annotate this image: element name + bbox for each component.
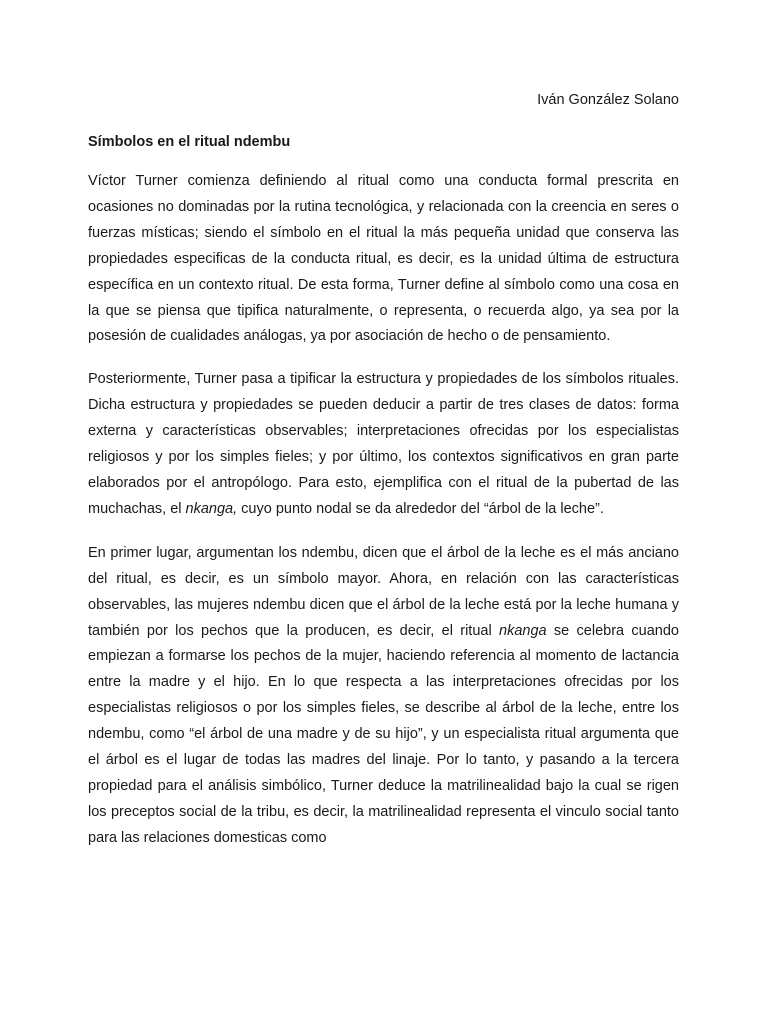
paragraph-2-text-b: cuyo punto nodal se da alrededor del “árbol de la leche”. <box>237 500 604 517</box>
paragraph-2-italic-term: nkanga, <box>185 500 238 517</box>
document-body <box>88 169 679 852</box>
paragraph-2 <box>88 367 679 522</box>
paragraph-1 <box>88 169 679 350</box>
document-title: Símbolos en el ritual ndembu <box>88 134 291 150</box>
author-name: Iván González Solano <box>537 92 679 108</box>
paragraph-2-text-a: Posteriormente, Turner pasa a tipificar la estructura y propiedades de los símbolos rituales. Dicha estructura y propiedades se pueden deducir a partir de tres clases de datos: forma externa y características observables; interpretaciones ofrecidas por los especialistas religiosos y por los simples fieles; y por último, los contextos significativos en gran parte elaborados por el antropólogo. Para esto, ejemplifica con el ritual de la pubertad de las muchachas, el <box>88 371 679 517</box>
paragraph-1-text: Víctor Turner comienza definiendo al ritual como una conducta formal prescrita en ocasiones no dominadas por la rutina tecnológica, y relacionada con la creencia en seres o fuerzas místicas; siendo el símbolo en el ritual la más pequeña unidad que conserva las propiedades especificas de la conducta ritual, es decir, es la unidad última de estructura específica en un contexto ritual. De esta forma, Turner define al símbolo como una cosa en la que se piensa que tipifica naturalmente, o representa, o recuerda algo, ya sea por la posesión de cualidades análogas, ya por asociación de hecho o de pensamiento. <box>88 173 679 345</box>
paragraph-3-text-b: se celebra cuando empiezan a formarse los pechos de la mujer, haciendo referencia al momento de lactancia entre la madre y el hijo. En lo que respecta a las interpretaciones ofrecidas por los especialistas religiosos o por los simples fieles, se describe al árbol de la leche, entre los ndembu, como “el árbol de una madre y de su hijo”, y un especialista ritual argumenta que el árbol es el lugar de todas las madres del linaje. Por lo tanto, y pasando a la tercera propiedad para el análisis simbólico, Turner deduce la matrilinealidad bajo la cual se rigen los preceptos social de la tribu, es decir, la matrilinealidad representa el vinculo social tanto para las relaciones domesticas como <box>88 622 679 846</box>
paragraph-3-text-a: En primer lugar, argumentan los ndembu, dicen que el árbol de la leche es el más anciano del ritual, es decir, es un símbolo mayor. Ahora, en relación con las características observables, las mujeres ndembu dicen que el árbol de la leche está por la leche humana y también por los pechos que la producen, es decir, el ritual <box>88 544 679 639</box>
paragraph-3-italic-term: nkanga <box>499 622 547 639</box>
paragraph-3 <box>88 541 679 852</box>
